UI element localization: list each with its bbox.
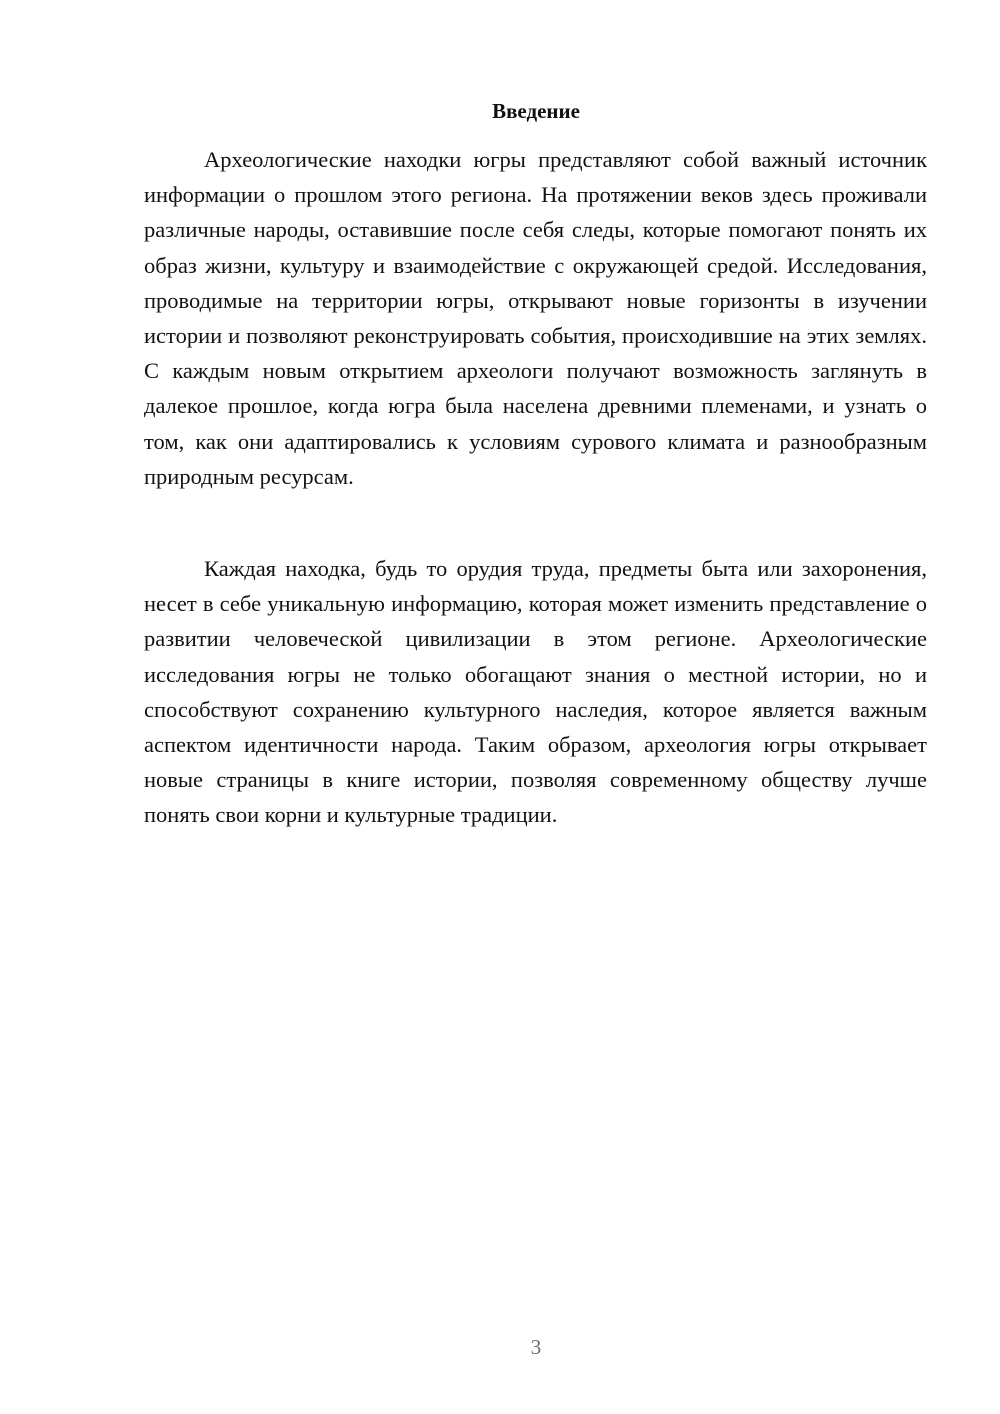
page-number: 3 <box>530 1335 542 1359</box>
paragraph-2: Каждая находка, будь то орудия труда, предметы быта или захоронения, несет в себе уникальную информацию, которая может изменить представление о развитии человеческой цивилизации в этом регионе. Археологические исследования югры не только обогащают знания о местной истории, но и способствуют сохранению культурного наследия, которое является важным аспектом идентичности народа. Таким образом, археология югры открывает новые страницы в книге истории, позволяя современному обществу лучше понять свои корни и культурные традиции. <box>144 556 927 828</box>
section-title: Введение <box>492 99 580 123</box>
paragraph-1: Археологические находки югры представляют собой важный источник информации о прошлом этого региона. На протяжении веков здесь проживали различные народы, оставившие после себя следы, которые помогают понять их образ жизни, культуру и взаимодействие с окружающей средой. Исследования, проводимые на территории югры, открывают новые горизонты в изучении истории и позволяют реконструировать события, происходившие на этих землях. С каждым новым открытием археологи получают возможность заглянуть в далекое прошлое, когда югра была населена древними племенами, и узнать о том, как они адаптировались к условиям сурового климата и разнообразным природным ресурсам. <box>144 147 927 489</box>
